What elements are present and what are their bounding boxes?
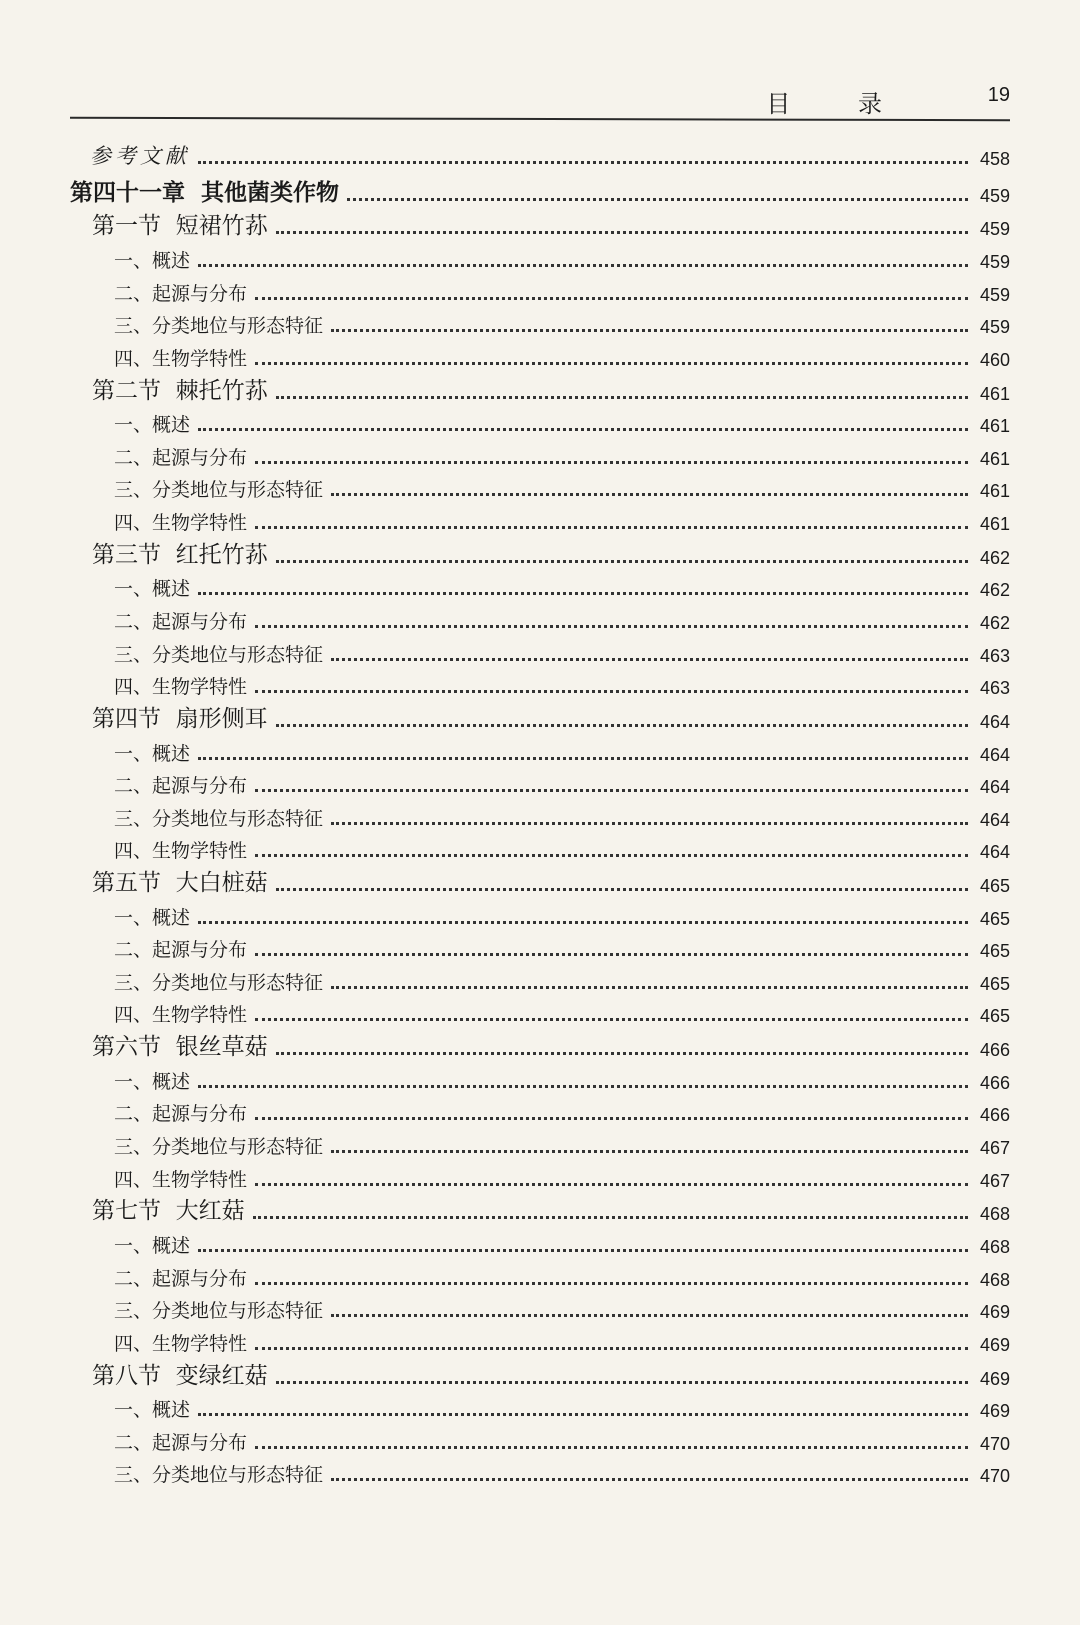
toc-entry-sub bbox=[70, 1456, 1010, 1489]
toc-entry-label: 三、分类地位与形态特征 bbox=[114, 315, 324, 338]
dot-leader bbox=[255, 854, 968, 857]
dot-leader bbox=[255, 362, 968, 365]
toc-entry-sub bbox=[70, 406, 1010, 439]
dot-leader bbox=[255, 297, 968, 300]
toc-entry-page: 469 bbox=[979, 1401, 1010, 1422]
toc-entry-sub bbox=[70, 1423, 1010, 1456]
toc-entry-page: 461 bbox=[979, 513, 1010, 534]
toc-entry-section bbox=[70, 536, 1010, 570]
toc-entry-sub bbox=[70, 241, 1010, 274]
toc-entry-sub bbox=[70, 570, 1010, 603]
toc-entry-page: 459 bbox=[979, 185, 1010, 206]
toc-entry-section bbox=[70, 700, 1010, 734]
dot-leader bbox=[198, 921, 968, 924]
toc-entry-sub bbox=[70, 602, 1010, 635]
toc-entry-page: 467 bbox=[979, 1138, 1010, 1159]
toc-entry-label: 参考文献 bbox=[90, 143, 190, 168]
dot-leader bbox=[347, 198, 968, 201]
toc-entry-page: 464 bbox=[979, 777, 1010, 798]
toc-entry-section bbox=[70, 372, 1010, 406]
dot-leader bbox=[198, 264, 968, 267]
toc-entry-label: 第七节 大红菇 bbox=[92, 1198, 245, 1225]
toc-entry-section bbox=[70, 864, 1010, 898]
dot-leader bbox=[255, 1347, 968, 1350]
dot-leader bbox=[198, 1085, 968, 1088]
toc-entry-page: 459 bbox=[979, 251, 1010, 272]
toc-entry-label: 三、分类地位与形态特征 bbox=[114, 643, 324, 666]
toc-entry-sub bbox=[70, 438, 1010, 471]
dot-leader bbox=[276, 560, 968, 563]
toc-entry-page: 461 bbox=[979, 416, 1010, 437]
toc-entry-label: 二、起源与分布 bbox=[114, 1103, 248, 1126]
toc-entry-label: 第二节 棘托竹荪 bbox=[92, 377, 268, 404]
dot-leader bbox=[255, 526, 968, 529]
toc-entry-page: 458 bbox=[979, 148, 1010, 169]
dot-leader bbox=[198, 592, 968, 595]
toc-entry-label: 第六节 银丝草菇 bbox=[92, 1034, 268, 1061]
toc-entry-label: 第八节 变绿红菇 bbox=[92, 1362, 268, 1389]
dot-leader bbox=[255, 1018, 968, 1021]
page-header bbox=[70, 76, 1010, 120]
toc-entry-sub bbox=[70, 503, 1010, 536]
toc-entry-page: 465 bbox=[979, 908, 1010, 929]
dot-leader bbox=[331, 658, 968, 661]
toc-entry-page: 462 bbox=[979, 580, 1010, 601]
toc-entry-label: 一、概述 bbox=[114, 1070, 191, 1093]
dot-leader bbox=[255, 1282, 968, 1285]
toc-entry-page: 459 bbox=[979, 317, 1010, 338]
dot-leader bbox=[276, 231, 968, 234]
dot-leader bbox=[198, 428, 968, 431]
toc-entry-page: 465 bbox=[979, 1006, 1010, 1027]
toc-entry-sub bbox=[70, 898, 1010, 931]
toc-entry-label: 二、起源与分布 bbox=[114, 610, 248, 633]
dot-leader bbox=[331, 493, 968, 496]
toc-entry-section bbox=[70, 208, 1010, 242]
toc-entry-label: 第四节 扇形侧耳 bbox=[92, 705, 268, 732]
toc-entry-chapter bbox=[70, 171, 1010, 208]
toc-entry-sub bbox=[70, 799, 1010, 832]
toc-entry-section bbox=[70, 1357, 1010, 1391]
toc-entry-sub bbox=[70, 1324, 1010, 1357]
toc-entry-sub bbox=[70, 1062, 1010, 1095]
toc-entry-label: 三、分类地位与形态特征 bbox=[114, 807, 324, 830]
toc-entry-sub bbox=[70, 668, 1010, 701]
toc-entry-sub bbox=[70, 339, 1010, 372]
toc-entry-page: 463 bbox=[979, 678, 1010, 699]
toc-entry-page: 459 bbox=[979, 284, 1010, 305]
toc-entry-page: 468 bbox=[979, 1237, 1010, 1258]
toc-entry-sub bbox=[70, 931, 1010, 964]
toc-entry-page: 462 bbox=[979, 612, 1010, 633]
toc-entry-page: 470 bbox=[979, 1433, 1010, 1454]
dot-leader bbox=[331, 822, 968, 825]
toc-entry-page: 459 bbox=[979, 219, 1010, 240]
toc-entry-page: 469 bbox=[979, 1302, 1010, 1323]
toc-entry-sub bbox=[70, 1095, 1010, 1128]
toc-entry-label: 四、生物学特性 bbox=[114, 1168, 248, 1191]
dot-leader bbox=[198, 1249, 968, 1252]
toc-entry-page: 468 bbox=[979, 1204, 1010, 1225]
toc-entry-label: 四、生物学特性 bbox=[114, 676, 248, 699]
dot-leader bbox=[331, 1478, 968, 1481]
toc-entry-label: 二、起源与分布 bbox=[114, 1431, 248, 1454]
toc-entry-label: 三、分类地位与形态特征 bbox=[114, 971, 324, 994]
dot-leader bbox=[276, 1052, 968, 1055]
toc-entry-page: 461 bbox=[979, 481, 1010, 502]
toc-entry-sub bbox=[70, 963, 1010, 996]
dot-leader bbox=[331, 1314, 968, 1317]
toc-entry-page: 464 bbox=[979, 744, 1010, 765]
dot-leader bbox=[331, 329, 968, 332]
toc-entry-ref bbox=[70, 138, 1010, 171]
toc-entry-sub bbox=[70, 996, 1010, 1029]
dot-leader bbox=[255, 690, 968, 693]
dot-leader bbox=[255, 1117, 968, 1120]
toc-entry-label: 第一节 短裙竹荪 bbox=[92, 213, 268, 240]
dot-leader bbox=[276, 888, 968, 891]
header-page-number: 19 bbox=[987, 84, 1010, 106]
toc-entry-sub bbox=[70, 635, 1010, 668]
toc-entry-label: 二、起源与分布 bbox=[114, 775, 248, 798]
toc-entry-sub bbox=[70, 471, 1010, 504]
toc-entry-page: 463 bbox=[979, 645, 1010, 666]
toc-entry-label: 第三节 红托竹荪 bbox=[92, 541, 268, 568]
toc-entry-label: 二、起源与分布 bbox=[114, 446, 248, 469]
toc-entry-page: 469 bbox=[979, 1334, 1010, 1355]
toc-entry-section bbox=[70, 1028, 1010, 1062]
dot-leader bbox=[276, 396, 968, 399]
dot-leader bbox=[255, 1183, 968, 1186]
toc-entry-label: 一、概述 bbox=[114, 1399, 191, 1422]
toc-entry-label: 三、分类地位与形态特征 bbox=[114, 1300, 324, 1323]
toc-entry-sub bbox=[70, 1160, 1010, 1193]
dot-leader bbox=[331, 986, 968, 989]
toc-entry-page: 464 bbox=[979, 842, 1010, 863]
toc-entry-page: 468 bbox=[979, 1269, 1010, 1290]
toc-entry-page: 469 bbox=[979, 1368, 1010, 1389]
dot-leader bbox=[331, 1150, 968, 1153]
toc-entry-label: 二、起源与分布 bbox=[114, 1267, 248, 1290]
toc-entry-label: 二、起源与分布 bbox=[114, 282, 248, 305]
table-of-contents bbox=[70, 138, 1010, 1488]
toc-entry-label: 第五节 大白桩菇 bbox=[92, 870, 268, 897]
toc-entry-label: 一、概述 bbox=[114, 249, 191, 272]
toc-entry-label: 四、生物学特性 bbox=[114, 511, 248, 534]
toc-entry-section bbox=[70, 1193, 1010, 1227]
toc-entry-label: 四、生物学特性 bbox=[114, 347, 248, 370]
toc-entry-label: 第四十一章 其他菌类作物 bbox=[70, 179, 340, 206]
toc-entry-label: 一、概述 bbox=[114, 1235, 191, 1258]
toc-entry-sub bbox=[70, 1292, 1010, 1325]
toc-entry-page: 464 bbox=[979, 711, 1010, 732]
dot-leader bbox=[255, 461, 968, 464]
toc-entry-sub bbox=[70, 734, 1010, 767]
header-title: 目 录 bbox=[766, 90, 912, 118]
toc-entry-label: 三、分类地位与形态特征 bbox=[114, 1464, 324, 1487]
toc-entry-page: 461 bbox=[979, 383, 1010, 404]
toc-entry-label: 一、概述 bbox=[114, 742, 191, 765]
toc-entry-sub bbox=[70, 1391, 1010, 1424]
toc-entry-sub bbox=[70, 274, 1010, 307]
dot-leader bbox=[198, 757, 968, 760]
dot-leader bbox=[255, 625, 968, 628]
toc-entry-page: 460 bbox=[979, 349, 1010, 370]
toc-entry-label: 四、生物学特性 bbox=[114, 840, 248, 863]
toc-entry-label: 二、起源与分布 bbox=[114, 939, 248, 962]
toc-entry-sub bbox=[70, 1226, 1010, 1259]
dot-leader bbox=[198, 1413, 968, 1416]
toc-entry-sub bbox=[70, 767, 1010, 800]
toc-entry-sub bbox=[70, 832, 1010, 865]
toc-entry-label: 一、概述 bbox=[114, 578, 191, 601]
toc-entry-page: 466 bbox=[979, 1105, 1010, 1126]
toc-entry-page: 466 bbox=[979, 1040, 1010, 1061]
dot-leader bbox=[276, 1381, 968, 1384]
toc-entry-page: 461 bbox=[979, 448, 1010, 469]
toc-entry-sub bbox=[70, 307, 1010, 340]
toc-entry-sub bbox=[70, 1259, 1010, 1292]
toc-entry-label: 一、概述 bbox=[114, 414, 191, 437]
toc-entry-label: 四、生物学特性 bbox=[114, 1332, 248, 1355]
toc-entry-label: 三、分类地位与形态特征 bbox=[114, 479, 324, 502]
toc-entry-page: 466 bbox=[979, 1072, 1010, 1093]
toc-entry-page: 465 bbox=[979, 973, 1010, 994]
toc-entry-page: 465 bbox=[979, 941, 1010, 962]
dot-leader bbox=[255, 953, 968, 956]
toc-entry-label: 四、生物学特性 bbox=[114, 1004, 248, 1027]
toc-entry-page: 467 bbox=[979, 1170, 1010, 1191]
toc-entry-page: 464 bbox=[979, 809, 1010, 830]
dot-leader bbox=[253, 1216, 968, 1219]
dot-leader bbox=[255, 1446, 968, 1449]
dot-leader bbox=[198, 161, 968, 164]
toc-entry-label: 三、分类地位与形态特征 bbox=[114, 1136, 324, 1159]
toc-entry-page: 470 bbox=[979, 1466, 1010, 1487]
toc-entry-page: 462 bbox=[979, 547, 1010, 568]
toc-entry-page: 465 bbox=[979, 876, 1010, 897]
toc-entry-sub bbox=[70, 1127, 1010, 1160]
dot-leader bbox=[276, 724, 968, 727]
dot-leader bbox=[255, 789, 968, 792]
toc-entry-label: 一、概述 bbox=[114, 906, 191, 929]
